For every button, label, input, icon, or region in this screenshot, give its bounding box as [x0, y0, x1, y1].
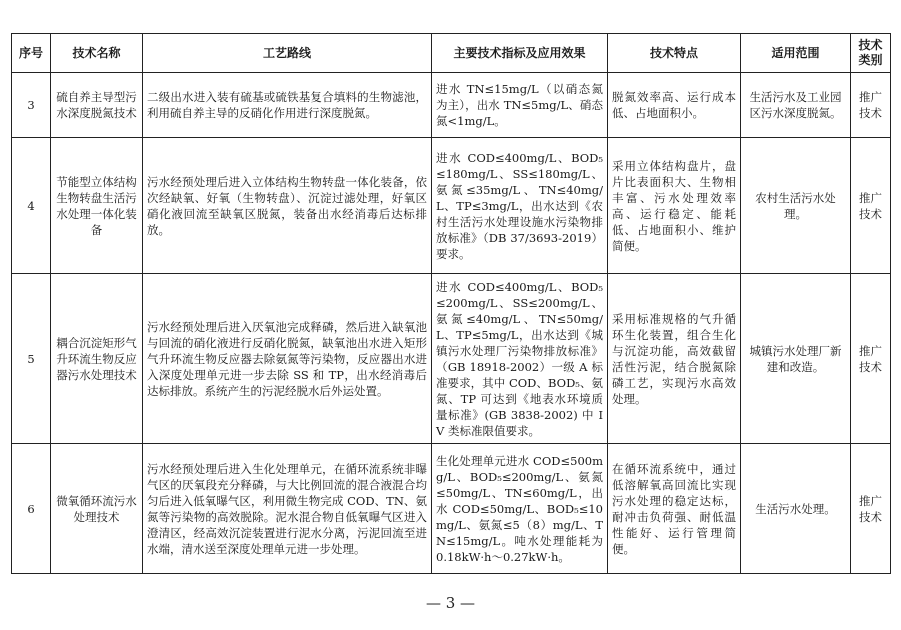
cell-route: 污水经预处理后进入立体结构生物转盘一体化装备，依次经缺氧、好氧（生物转盘）、沉淀过滤处理，好氧区硝化液回流至缺氧区脱氮，装备出水经消毒后达标排放。: [143, 138, 432, 274]
cell-features: 脱氮效率高、运行成本低、占地面积小。: [608, 73, 741, 138]
cell-no: 4: [12, 138, 51, 274]
cell-route: 污水经预处理后进入厌氧池完成释磷，然后进入缺氧池与回流的硝化液进行反硝化脱氮，缺氧池出水进入矩形气升环流生物反应器去除氨氮等污染物，反应器出水进入深度处理单元进一步去除 SS 和 TP，出水经消毒后达标排放。系统产生的污泥经脱水后外运处置。: [143, 274, 432, 444]
cell-indicators: 进水 COD≤400mg/L、BOD₅≤200mg/L、SS≤200mg/L、氨氮≤40mg/L、TN≤50mg/L、TP≤5mg/L，出水达到《城镇污水处理厂污染物排放标准》（GB 18918-2002）一级 A 标准要求，其中 COD、BOD₅、氨氮、TP 可达到《地表水环境质量标准》(GB 3838-2002) 中 IV 类标准限值要求。: [432, 274, 608, 444]
cell-scope: 农村生活污水处理。: [741, 138, 851, 274]
header-route: 工艺路线: [143, 34, 432, 73]
page-number: — 3 —: [425, 594, 476, 612]
cell-name: 耦合沉淀矩形气升环流生物反应器污水处理技术: [51, 274, 143, 444]
cell-features: 采用立体结构盘片，盘片比表面积大、生物相丰富、污水处理效率高、运行稳定、能耗低、占地面积小、维护简便。: [608, 138, 741, 274]
header-no: 序号: [12, 34, 51, 73]
cell-features: 在循环流系统中，通过低溶解氧高回流比实现污水处理的稳定达标，耐冲击负荷强、耐低温性能好、运行管理简便。: [608, 444, 741, 574]
cell-scope: 生活污水处理。: [741, 444, 851, 574]
table-row: [12, 274, 891, 444]
cell-category: 推广技术: [851, 274, 891, 444]
cell-route: 二级出水进入装有硫基或硫铁基复合填料的生物滤池，利用硫自养主导的反硝化作用进行深度脱氮。: [143, 73, 432, 138]
cell-indicators: 生化处理单元进水 COD≤500mg/L、BOD₅≤200mg/L、氨氮≤50mg/L、TN≤60mg/L，出水 COD≤50mg/L、BOD₅≤10mg/L、氨氮≤5（8）mg/L、TN≤15mg/L。吨水处理能耗为 0.18kW·h～0.27kW·h。: [432, 444, 608, 574]
table-row: [12, 73, 891, 138]
header-indicators: 主要技术指标及应用效果: [432, 34, 608, 73]
cell-features: 采用标准规格的气升循环生化装置，组合生化与沉淀功能，高效截留活性污泥，结合脱氮除磷工艺，实现污水高效处理。: [608, 274, 741, 444]
table-row: [12, 444, 891, 574]
cell-name: 节能型立体结构生物转盘生活污水处理一体化装备: [51, 138, 143, 274]
cell-scope: 城镇污水处理厂新建和改造。: [741, 274, 851, 444]
cell-indicators: 进水 TN≤15mg/L（以硝态氮为主），出水 TN≤5mg/L、硝态氮<1mg/L。: [432, 73, 608, 138]
cell-name: 硫自养主导型污水深度脱氮技术: [51, 73, 143, 138]
cell-indicators: 进水 COD≤400mg/L、BOD₅≤180mg/L、SS≤180mg/L、氨氮≤35mg/L、TN≤40mg/L、TP≤3mg/L，出水达到《农村生活污水处理设施水污染物排放标准》（DB 37/3693-2019）要求。: [432, 138, 608, 274]
cell-route: 污水经预处理后进入生化处理单元，在循环流系统非曝气区的厌氧段充分释磷，与大比例回流的混合液混合均匀后进入低氧曝气区，利用微生物完成 COD、TN、氨氮等污染物的高效脱除。泥水混合物自低氧曝气区进入澄清区，经高效沉淀装置进行泥水分离，污泥回流至进水端，清水送至深度处理单元进一步处理。: [143, 444, 432, 574]
table-row: [12, 138, 891, 274]
cell-category: 推广技术: [851, 138, 891, 274]
cell-category: 推广技术: [851, 444, 891, 574]
header-features: 技术特点: [608, 34, 741, 73]
header-name: 技术名称: [51, 34, 143, 73]
table-header-row: [12, 34, 891, 73]
cell-name: 微氧循环流污水处理技术: [51, 444, 143, 574]
cell-scope: 生活污水及工业园区污水深度脱氮。: [741, 73, 851, 138]
technology-table: [11, 33, 891, 574]
header-category: 技术类别: [851, 34, 891, 73]
cell-no: 6: [12, 444, 51, 574]
cell-no: 5: [12, 274, 51, 444]
cell-category: 推广技术: [851, 73, 891, 138]
cell-no: 3: [12, 73, 51, 138]
header-scope: 适用范围: [741, 34, 851, 73]
